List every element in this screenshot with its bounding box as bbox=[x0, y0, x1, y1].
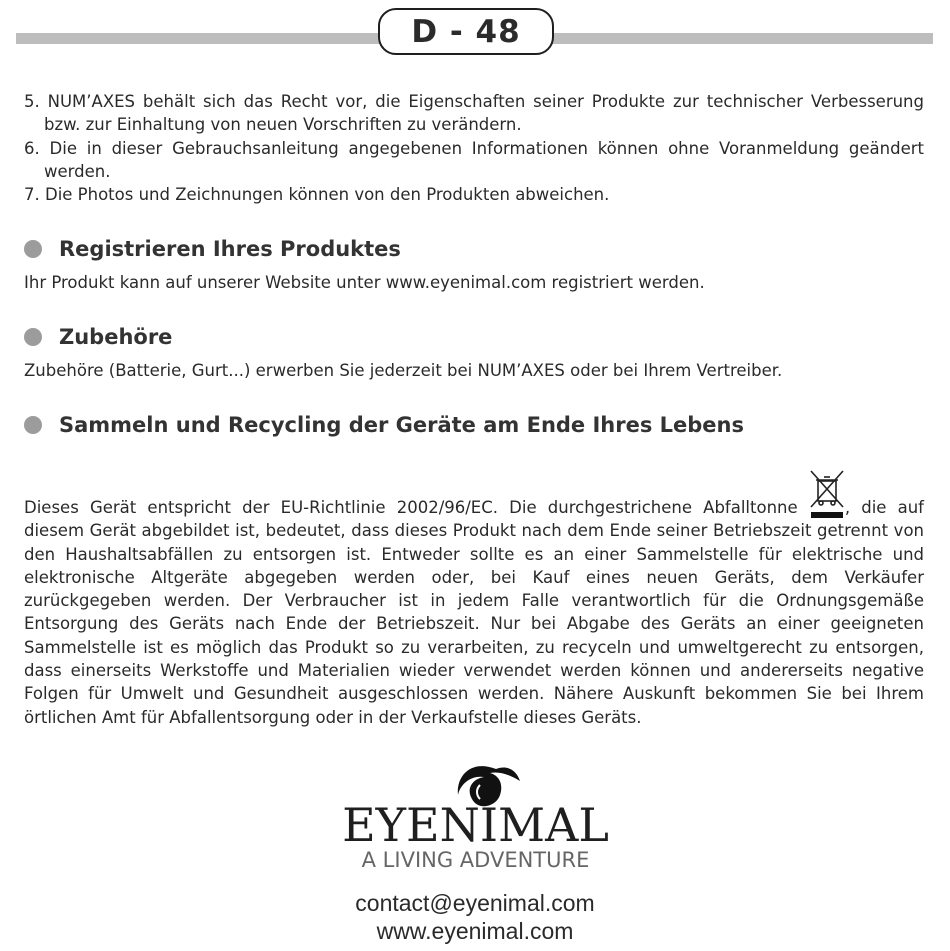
section-text: Ihr Produkt kann auf unserer Website unter www.eyenimal.com registriert werden. bbox=[24, 273, 705, 292]
website-link[interactable]: www.eyenimal.com bbox=[376, 918, 574, 944]
list-item: 5. NUM’AXES behält sich das Recht vor, die Eigenschaften seiner Produkte zur technischer Verbesserung bzw. zur Einhaltung von neuen Vorschriften zu verändern. bbox=[24, 92, 924, 135]
section-title: Sammeln und Recycling der Geräte am Ende Ihres Lebens bbox=[59, 413, 745, 437]
bullet-icon bbox=[24, 240, 42, 258]
section-accessories bbox=[24, 323, 924, 382]
brand-name: EYENIMAL bbox=[342, 798, 609, 852]
section-heading bbox=[24, 323, 924, 351]
section-heading bbox=[24, 411, 924, 439]
section-text: Zubehöre (Batterie, Gurt...) erwerben Sie jederzeit bei NUM’AXES oder bei Ihrem Vertreiber. bbox=[24, 361, 783, 380]
list-item: 7. Die Photos und Zeichnungen können von den Produkten abweichen. bbox=[24, 185, 610, 205]
bullet-icon bbox=[24, 328, 42, 346]
recycling-paragraph bbox=[24, 469, 924, 729]
list-item: 6. Die in dieser Gebrauchsanleitung angegebenen Informationen können ohne Voranmeldung geändert werden. bbox=[24, 138, 924, 181]
section-recycling bbox=[24, 411, 924, 439]
page-number-badge: D - 48 bbox=[378, 8, 554, 55]
section-title: Registrieren Ihres Produktes bbox=[59, 237, 401, 261]
contact-email[interactable]: contact@eyenimal.com bbox=[355, 890, 595, 916]
brand-tagline: A LIVING ADVENTURE bbox=[361, 848, 590, 872]
notes-list bbox=[24, 90, 924, 206]
section-heading bbox=[24, 235, 924, 263]
recycling-text-start: Dieses Gerät entspricht der EU-Richtlinie 2002/96/EC. Die durchgestrichene Abfalltonne bbox=[24, 498, 798, 517]
section-register bbox=[24, 235, 924, 294]
crossed-out-bin-icon bbox=[809, 469, 845, 519]
section-title: Zubehöre bbox=[59, 325, 173, 349]
recycling-text-end: , die auf diesem Gerät abgebildet ist, bedeutet, dass dieses Produkt nach dem Ende seiner Betriebszeit getrennt von den Haushaltsabfällen zu entsorgen ist. Entweder sollte es an einer Sammelstelle für elektrische und elektronische Altgeräte abgegeben werden oder, bei Kauf eines neuen Geräts, dem Verkäufer zurückgegeben werden. Der Verbraucher ist in jedem Falle verantwortlich für die Ordnungsgemäße Entsorgung des Geräts nach Ende der Betriebszeit. Nur bei Abgabe des Geräts an einer geeigneten Sammelstelle ist es möglich das Produkt so zu verarbeiten, zu recyceln und umweltgerecht zu entsorgen, dass einerseits Werkstoffe und Materialien wieder verwendet werden können und andererseits negative Folgen für Umwelt und Gesundheit ausgeschlossen werden. Nähere Auskunft bekommen Sie bei Ihrem örtlichen Amt für Abfallentsorgung oder in der Verkaufstelle dieses Geräts. bbox=[24, 498, 924, 727]
bullet-icon bbox=[24, 416, 42, 434]
